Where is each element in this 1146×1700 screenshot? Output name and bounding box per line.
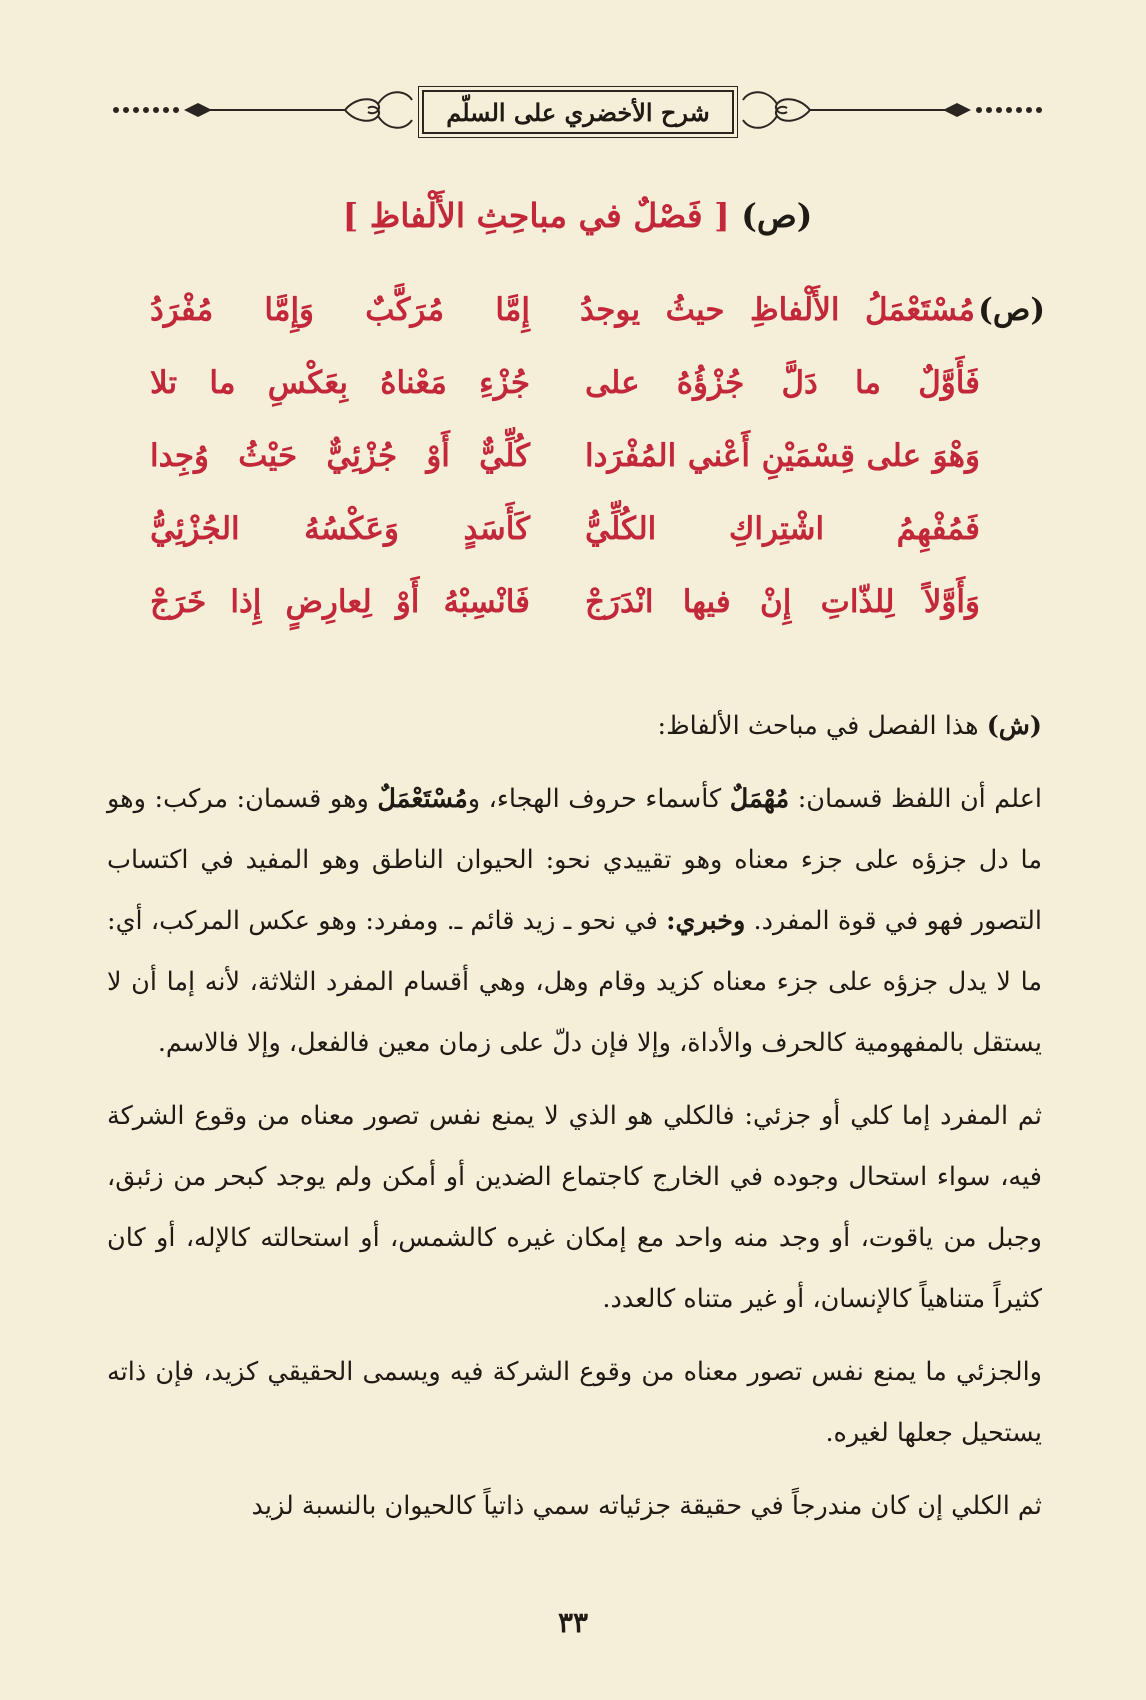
verse-first-hemistich: فَمُفْهِمُ اشْتِراكِ الكُلِّيُّ xyxy=(585,511,980,547)
verse-second-hemistich: جُزْءِ مَعْناهُ بِعَكْسِ ما تلا xyxy=(150,365,530,401)
paragraph-text: وهو قسمان: مركب: وهو ما دل جزؤه على جزء معناه وهو تقييدي نحو: الحيوان الناطق وهو المفيد في اكتساب التصور فهو في قوة المفرد. xyxy=(107,784,1042,936)
verse-first-hemistich: وَأَوَّلاً لِلذّاتِ إِنْ فيها انْدَرَجْ xyxy=(585,584,980,620)
verse-second-hemistich: فَانْسِبْهُ أَوْ لِعارِضٍ إِذا خَرَجْ xyxy=(150,584,530,620)
paragraph: ثم المفرد إما كلي أو جزئي: فالكلي هو الذي لا يمنع نفس تصور معناه من وقوع الشركة فيه، سواء استحال وجوده في الخارج كاجتماع الضدين أو أمكن ولم يوجد كبحر من زئبق، وجبل من ياقوت، أو وجد منه واحد مع إمكان غيره كالشمس، أو استحالته كالإله، أو كان كثيراً متناهياً كالإنسان، أو غير متناه كالعدد. xyxy=(107,1101,1042,1314)
paragraph: ثم الكلي إن كان مندرجاً في حقيقة جزئياته سمي ذاتياً كالحيوان بالنسبة لزيد xyxy=(251,1491,1042,1521)
verse-first-hemistich: مُسْتَعْمَلُ الأَلْفاظِ حيثُ يوجدُ xyxy=(580,292,975,328)
commentary-intro-text: هذا الفصل في مباحث الألفاظ: xyxy=(657,711,979,741)
commentary-intro xyxy=(107,696,1042,757)
paragraph: والجزئي ما يمنع نفس تصور معناه من وقوع الشركة فيه ويسمى الحقيقي كزيد، فإن ذاته يستحيل جعلها لغيره. xyxy=(107,1357,1042,1448)
commentary-text xyxy=(107,696,1042,1537)
section-marker: (ص) xyxy=(741,196,813,235)
paragraph xyxy=(107,769,1042,1074)
verse-row xyxy=(130,292,1045,365)
verse-row xyxy=(130,584,1040,657)
term-muhmal: مُهْمَلٌ xyxy=(729,784,790,814)
verse-first-hemistich: وَهْوَ على قِسْمَيْنِ أَعْني المُفْرَدا xyxy=(585,438,980,474)
verse-row xyxy=(130,511,1040,584)
verse-row xyxy=(130,438,1040,511)
paragraph-text: كأسماء حروف الهجاء، و xyxy=(467,784,730,814)
term-khabari: وخبري: xyxy=(666,906,746,936)
header-title: شرح الأخضري على السلّم xyxy=(422,90,734,134)
verse-second-hemistich: كُلِّيٌّ أَوْ جُزْئِيٌّ حَيْثُ وُجِدا xyxy=(150,438,530,474)
page-number: ٣٣ xyxy=(557,1606,589,1639)
poem-verses xyxy=(130,292,1045,657)
verse-first-hemistich: فَأَوَّلٌ ما دَلَّ جُزْؤُهُ على xyxy=(585,365,980,401)
term-mustamal: مُسْتَعْمَلٌ xyxy=(377,784,468,814)
section-title xyxy=(110,196,1045,235)
verse-row xyxy=(130,365,1040,438)
poem-marker: (ص) xyxy=(978,292,1045,328)
running-header xyxy=(110,78,1045,148)
section-heading: [ فَصْلٌ في مباحِثِ الأَلْفاظِ ] xyxy=(342,196,730,235)
commentary-marker: (ش) xyxy=(986,711,1042,741)
paragraph-text: اعلم أن اللفظ قسمان: xyxy=(789,784,1043,814)
verse-second-hemistich: كَأَسَدٍ وَعَكْسُهُ الجُزْئِيُّ xyxy=(150,511,530,547)
paragraph-text: في نحو ـ زيد قائم ـ. ومفرد: وهو عكس المركب، أي: ما لا يدل جزؤه على جزء معناه كزيد وقام وهل، وهي أقسام المفرد الثلاثة، لأنه إما أن لا يستقل بالمفهومية كالحرف والأداة، وإلا فإن دلّ على زمان معين فالفعل، وإلا فالاسم. xyxy=(107,906,1042,1058)
verse-second-hemistich: إِمَّا مُرَكَّبٌ وَإِمَّا مُفْرَدُ xyxy=(150,292,530,328)
